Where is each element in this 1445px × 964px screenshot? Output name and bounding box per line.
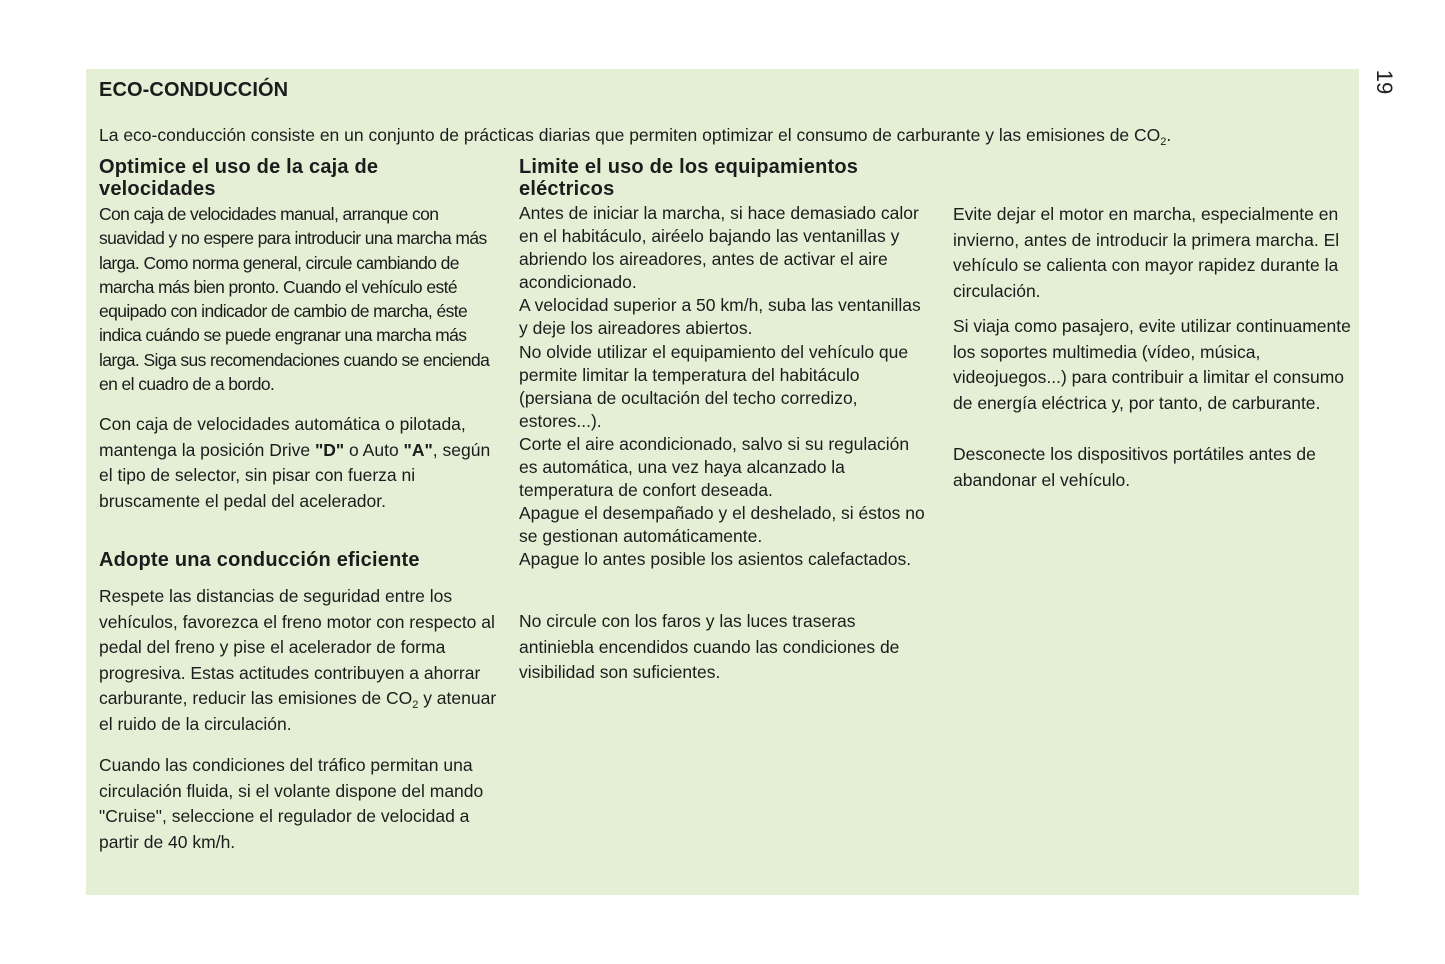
- text-fragment: Con caja de velocidades automática o pilotada, mantenga la posición Drive: [99, 414, 466, 460]
- heading-efficient-driving: Adopte una conducción eficiente: [99, 549, 420, 571]
- text-fragment: o Auto: [344, 439, 404, 460]
- heading-gearbox: Optimice el uso de la caja de velocidades: [99, 156, 379, 200]
- paragraph-air-conditioning: Corte el aire acondicionado, salvo si su regulación es automática, una vez haya alcanzado la temperatura de confort deseada.: [519, 434, 910, 500]
- paragraph-safety-distances: [99, 584, 499, 737]
- page-title: ECO-CONDUCCIÓN: [99, 79, 289, 101]
- paragraph-engine-idle: Evite dejar el motor en marcha, especialmente en invierno, antes de introducir la primera marcha. El vehículo se calienta con mayor rapidez durante la circulación.: [953, 204, 1340, 301]
- heading-electrical-equipment: Limite el uso de los equipamientos eléctricos: [519, 156, 859, 200]
- text-fragment: Respete las distancias de seguridad entre los vehículos, favorezca el freno motor con respecto al pedal del freno y pise el acelerador de forma progresiva. Estas actitudes contribuyen a ahorrar carburante, reducir las emisiones de CO: [99, 586, 495, 708]
- paragraph-ventilate-cabin: Antes de iniciar la marcha, si hace demasiado calor en el habitáculo, airéelo bajando las ventanillas y abriendo los aireadores, antes de activar el aire acondicionado.: [519, 203, 919, 292]
- paragraph-speed-windows: A velocidad superior a 50 km/h, suba las ventanillas y deje los aireadores abiertos.: [519, 295, 921, 338]
- auto-position: "A": [403, 439, 433, 460]
- paragraph-portable-devices: Desconecte los dispositivos portátiles antes de abandonar el vehículo.: [953, 444, 1316, 490]
- paragraph-fog-lights: No circule con los faros y las luces traseras antiniebla encendidos cuando las condiciones de visibilidad son suficientes.: [519, 611, 900, 682]
- page-number: 19: [1372, 69, 1397, 95]
- paragraph-manual-gearbox: Con caja de velocidades manual, arranque con suavidad y no espere para introducir una marcha más larga. Como norma general, circule cambiando de marcha más bien pronto. Cuando el vehículo esté equipado con indicador de cambio de marcha, éste indica cuándo se puede engranar una marcha más larga. Siga sus recomendaciones cuando se encienda en el cuadro de a bordo.: [99, 204, 490, 395]
- drive-position: "D": [314, 439, 345, 460]
- paragraph-multimedia: Si viaja como pasajero, evite utilizar continuamente los soportes multimedia (vídeo, música, videojuegos...) para contribuir a limitar el consumo de energía eléctrica y, por tanto, de carburante.: [953, 316, 1351, 413]
- intro-text: La eco-conducción consiste en un conjunto de prácticas diarias que permiten optimizar el consumo de carburante y las emisiones de CO: [99, 125, 1161, 145]
- paragraph-demisting: Apague el desempañado y el deshelado, si éstos no se gestionan automáticamente.: [519, 503, 925, 546]
- intro-end: .: [1166, 125, 1172, 145]
- text-fragment: y atenuar el ruido de la circulación.: [99, 688, 497, 734]
- text-fragment: , según el tipo de selector, sin pisar con fuerza ni bruscamente el pedal del acelerador.: [99, 439, 491, 511]
- paragraph-cruise-control: Cuando las condiciones del tráfico permitan una circulación fluida, si el volante dispone del mando "Cruise", seleccione el regulador de velocidad a partir de 40 km/h.: [99, 755, 484, 852]
- intro-subscript: 2: [1160, 136, 1167, 148]
- co2-subscript: 2: [412, 699, 419, 711]
- paragraph-automatic-gearbox: [99, 412, 499, 514]
- paragraph-heated-seats: Apague lo antes posible los asientos calefactados.: [519, 549, 912, 569]
- paragraph-temperature-equipment: No olvide utilizar el equipamiento del vehículo que permite limitar la temperatura del habitáculo (persiana de ocultación del techo corredizo, estores...).: [519, 342, 909, 431]
- intro-paragraph: [99, 124, 1171, 146]
